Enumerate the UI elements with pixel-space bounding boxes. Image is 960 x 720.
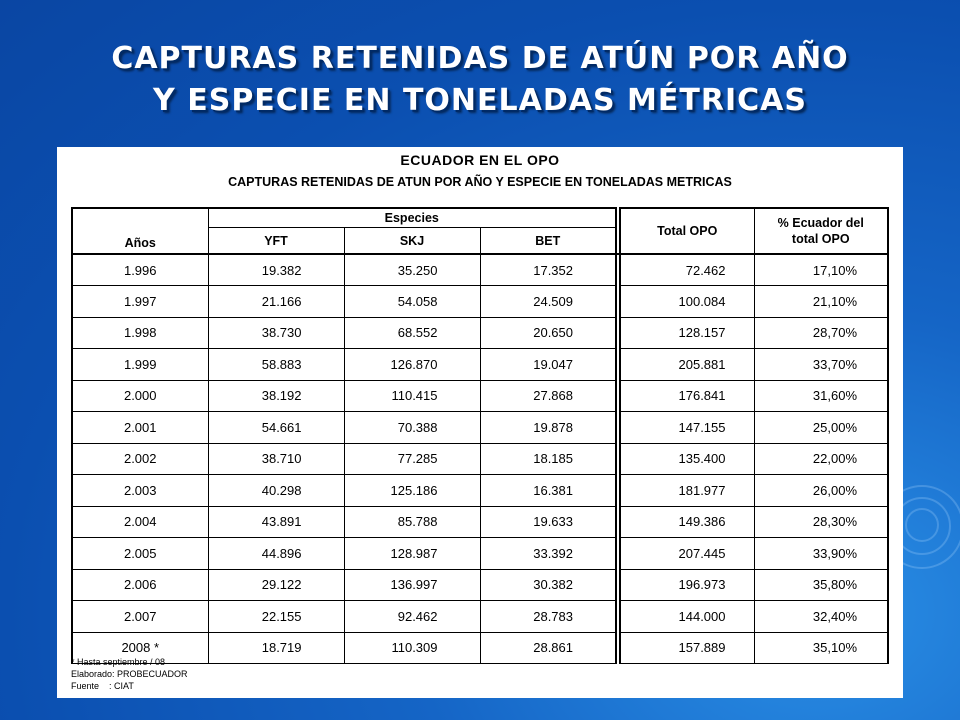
bet-cell: 19.633 (480, 506, 616, 538)
header-row-1 (72, 208, 888, 228)
bet-header: BET (480, 228, 616, 254)
skj-cell: 70.388 (344, 412, 480, 444)
bet-cell: 16.381 (480, 475, 616, 507)
yft-cell: 38.710 (208, 443, 344, 475)
total-opo-cell: 135.400 (620, 443, 754, 475)
skj-cell: 110.309 (344, 632, 480, 664)
yft-cell: 58.883 (208, 349, 344, 381)
bet-cell: 24.509 (480, 286, 616, 318)
pct-ecuador-cell: 22,00% (754, 443, 888, 475)
total-opo-cell: 149.386 (620, 506, 754, 538)
pct-ecuador-header (754, 208, 888, 254)
year-cell: 2.006 (72, 569, 208, 601)
pct-ecuador-cell: 28,30% (754, 506, 888, 538)
skj-cell: 126.870 (344, 349, 480, 381)
table-row (72, 317, 888, 349)
year-cell: 1.998 (72, 317, 208, 349)
total-opo-cell: 205.881 (620, 349, 754, 381)
catch-table (71, 207, 889, 664)
skj-cell: 125.186 (344, 475, 480, 507)
pct-ecuador-cell: 33,90% (754, 538, 888, 570)
total-opo-cell: 157.889 (620, 632, 754, 664)
total-opo-cell: 100.084 (620, 286, 754, 318)
pct-ecuador-cell: 17,10% (754, 254, 888, 286)
bet-cell: 19.878 (480, 412, 616, 444)
total-opo-cell: 176.841 (620, 380, 754, 412)
skj-cell: 128.987 (344, 538, 480, 570)
year-cell: 2.004 (72, 506, 208, 538)
total-opo-cell: 147.155 (620, 412, 754, 444)
yft-cell: 18.719 (208, 632, 344, 664)
pct-ecuador-cell: 31,60% (754, 380, 888, 412)
slide-title (0, 38, 960, 122)
bet-cell: 30.382 (480, 569, 616, 601)
table-row (72, 569, 888, 601)
pct-ecuador-cell: 26,00% (754, 475, 888, 507)
total-opo-cell: 207.445 (620, 538, 754, 570)
footnote-elaborated-by: Elaborado: PROBECUADOR (71, 669, 188, 679)
slide-title-line2: Y ESPECIE EN TONELADAS MÉTRICAS (153, 83, 807, 118)
yft-cell: 22.155 (208, 601, 344, 633)
year-cell: 2.001 (72, 412, 208, 444)
yft-cell: 21.166 (208, 286, 344, 318)
year-cell: 2.003 (72, 475, 208, 507)
table-row (72, 632, 888, 664)
table-row (72, 349, 888, 381)
footnote-source: Fuente : CIAT (71, 681, 134, 691)
bet-cell: 28.861 (480, 632, 616, 664)
table-body (72, 254, 888, 664)
total-opo-cell: 144.000 (620, 601, 754, 633)
skj-cell: 35.250 (344, 254, 480, 286)
pct-ecuador-cell: 33,70% (754, 349, 888, 381)
year-cell: 1.999 (72, 349, 208, 381)
table-row (72, 538, 888, 570)
bet-cell: 27.868 (480, 380, 616, 412)
year-cell: 2.007 (72, 601, 208, 633)
total-opo-cell: 128.157 (620, 317, 754, 349)
table-heading-country: ECUADOR EN EL OPO (400, 152, 560, 168)
yft-cell: 40.298 (208, 475, 344, 507)
pct-ecuador-cell: 28,70% (754, 317, 888, 349)
year-cell: 1.996 (72, 254, 208, 286)
year-cell: 2.002 (72, 443, 208, 475)
pct-header-line1: % Ecuador del (777, 216, 864, 230)
yft-cell: 29.122 (208, 569, 344, 601)
table-row (72, 286, 888, 318)
pct-header-line2: total OPO (791, 232, 850, 246)
skj-cell: 85.788 (344, 506, 480, 538)
table-row (72, 380, 888, 412)
year-cell: 2.005 (72, 538, 208, 570)
pct-ecuador-cell: 21,10% (754, 286, 888, 318)
table-row (72, 601, 888, 633)
table-row (72, 254, 888, 286)
skj-cell: 77.285 (344, 443, 480, 475)
table-image-panel (57, 147, 903, 698)
bet-cell: 33.392 (480, 538, 616, 570)
table-row (72, 475, 888, 507)
bet-cell: 17.352 (480, 254, 616, 286)
skj-cell: 110.415 (344, 380, 480, 412)
species-header: Especies (208, 208, 616, 228)
slide-title-line1: CAPTURAS RETENIDAS DE ATÚN POR AÑO (111, 41, 849, 76)
skj-cell: 92.462 (344, 601, 480, 633)
skj-cell: 68.552 (344, 317, 480, 349)
bet-cell: 19.047 (480, 349, 616, 381)
year-cell: 1.997 (72, 286, 208, 318)
pct-ecuador-cell: 32,40% (754, 601, 888, 633)
pct-ecuador-cell: 35,80% (754, 569, 888, 601)
skj-cell: 54.058 (344, 286, 480, 318)
year-cell: 2.000 (72, 380, 208, 412)
pct-ecuador-cell: 35,10% (754, 632, 888, 664)
total-opo-cell: 181.977 (620, 475, 754, 507)
years-header: Años (72, 208, 208, 254)
yft-header: YFT (208, 228, 344, 254)
bet-cell: 20.650 (480, 317, 616, 349)
total-opo-cell: 196.973 (620, 569, 754, 601)
table-row (72, 412, 888, 444)
table-row (72, 506, 888, 538)
pct-ecuador-cell: 25,00% (754, 412, 888, 444)
yft-cell: 44.896 (208, 538, 344, 570)
footnote-partial-year: * Hasta septiembre / 08 (71, 657, 166, 667)
bet-cell: 28.783 (480, 601, 616, 633)
table-heading-subtitle: CAPTURAS RETENIDAS DE ATUN POR AÑO Y ESPECIE EN TONELADAS METRICAS (228, 175, 732, 189)
bet-cell: 18.185 (480, 443, 616, 475)
year-cell: 2008 * (72, 632, 208, 664)
table-row (72, 443, 888, 475)
total-opo-header: Total OPO (620, 208, 754, 254)
skj-header: SKJ (344, 228, 480, 254)
yft-cell: 38.730 (208, 317, 344, 349)
total-opo-cell: 72.462 (620, 254, 754, 286)
yft-cell: 54.661 (208, 412, 344, 444)
skj-cell: 136.997 (344, 569, 480, 601)
yft-cell: 38.192 (208, 380, 344, 412)
yft-cell: 43.891 (208, 506, 344, 538)
yft-cell: 19.382 (208, 254, 344, 286)
